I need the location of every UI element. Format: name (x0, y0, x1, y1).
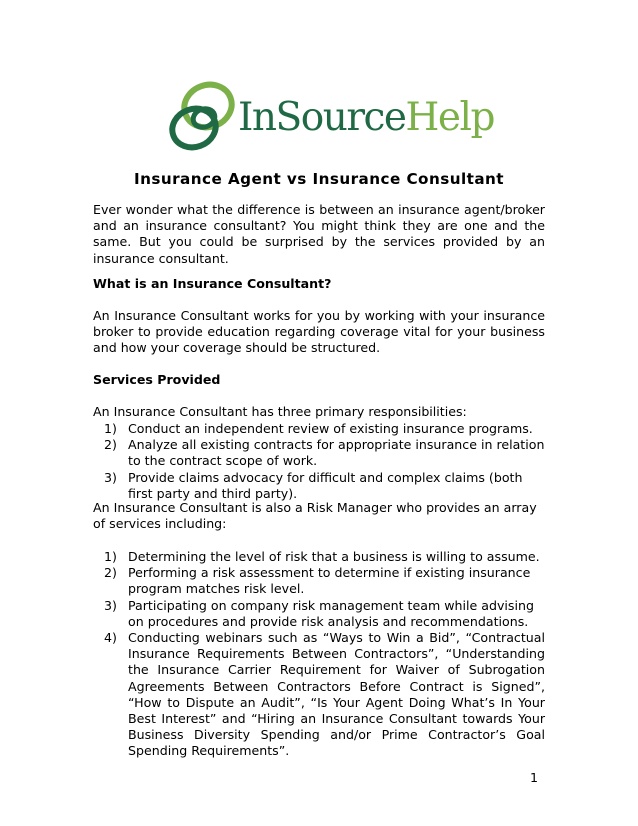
list-item-text: Conducting webinars such as “Ways to Win a Bid”, “Contractual Insurance Requirements Between Contractors”, “Understanding the Insurance Carrier Requirement for Waiver of Subrogation Agreements Between Contractors Before Contract is Signed”, “How to Dispute an Audit”, “Is Your Agent Doing What’s In Your Best Interest” and “Hiring an Insurance Consultant towards Your Business Diversity Spending and/or Prime Contractor’s Goal Spending Requirements”. (128, 630, 545, 759)
list-number: 2) (104, 565, 117, 581)
list-number: 1) (104, 549, 117, 564)
list-item-text: Analyze all existing contracts for appropriate insurance in relation to the contract scope of work. (128, 437, 545, 469)
responsibilities-list (104, 421, 545, 502)
list-item (104, 549, 545, 565)
list-item-text: Performing a risk assessment to determine if existing insurance program matches risk level. (128, 565, 531, 597)
consultant-definition-paragraph: An Insurance Consultant works for you by working with your insurance broker to provide education regarding coverage vital for your business and how your coverage should be structured. (93, 308, 545, 356)
page-number: 1 (530, 770, 539, 785)
responsibilities-lead: An Insurance Consultant has three primary responsibilities: (93, 404, 467, 419)
list-item (104, 437, 545, 469)
list-item (104, 565, 545, 597)
list-number: 3) (104, 597, 117, 613)
list-item-text: Determining the level of risk that a business is willing to assume. (128, 549, 540, 564)
swirl-logo-icon (164, 72, 244, 162)
list-number: 2) (104, 437, 117, 453)
intro-paragraph: Ever wonder what the difference is between an insurance agent/broker and an insurance consultant? You might think they are one and the same. But you could be surprised by the services provided by an insurance consultant. (93, 202, 545, 266)
list-item-text: Provide claims advocacy for difficult and complex claims (both first party and third party). (128, 469, 523, 501)
section-heading-what-is: What is an Insurance Consultant? (93, 276, 332, 291)
section-heading-services: Services Provided (93, 372, 221, 387)
logo-wordmark (238, 95, 494, 140)
logo-text-insource: InSource (238, 95, 406, 140)
list-item-text: Participating on company risk management team while advising on procedures and provide risk analysis and recommendations. (128, 597, 534, 629)
list-item (104, 598, 545, 630)
risk-services-list (104, 549, 545, 760)
risk-manager-lead: An Insurance Consultant is also a Risk Manager who provides an array of services including: (93, 500, 537, 532)
logo-text-help: Help (405, 95, 494, 140)
list-number: 3) (104, 469, 117, 485)
list-item-text: Conduct an independent review of existing insurance programs. (128, 421, 533, 436)
list-item (104, 470, 545, 502)
insourcehelp-logo (164, 72, 494, 162)
list-number: 1) (104, 421, 117, 436)
list-number: 4) (104, 630, 117, 646)
list-item (104, 421, 545, 437)
document-title: Insurance Agent vs Insurance Consultant (133, 170, 504, 188)
list-item (104, 630, 545, 760)
